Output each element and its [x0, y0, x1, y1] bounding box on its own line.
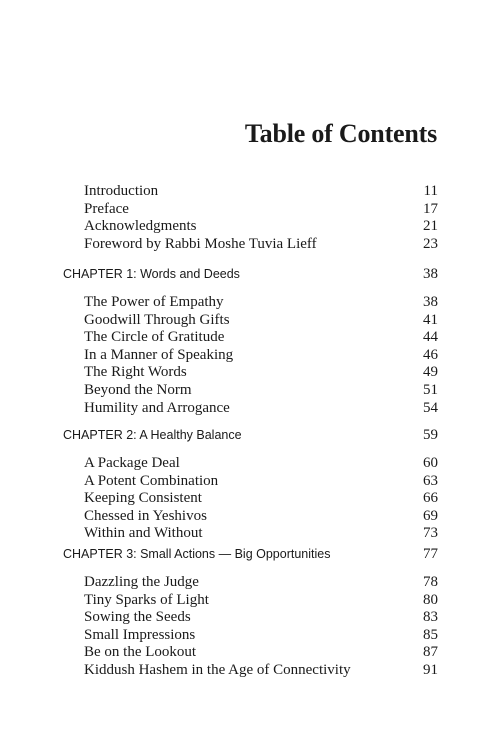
- toc-entry-label: Preface: [84, 200, 129, 217]
- toc-entry: [0, 294, 500, 312]
- toc-entry-page: 69: [423, 507, 438, 524]
- toc-entry: [0, 329, 500, 347]
- toc-entry: [0, 490, 500, 508]
- toc-entry-page: 54: [423, 399, 438, 416]
- toc-entry: [0, 525, 500, 543]
- toc-entry-label: The Circle of Gratitude: [84, 329, 225, 346]
- toc-entry-label: The Right Words: [84, 364, 187, 381]
- toc-entry-page: 11: [423, 183, 438, 199]
- chapter-items: [0, 574, 500, 680]
- page-title: Table of Contents: [244, 119, 437, 148]
- toc-entry-label: Keeping Consistent: [84, 490, 202, 507]
- chapter-section: [0, 264, 500, 417]
- toc-entry-label: Tiny Sparks of Light: [84, 591, 209, 608]
- toc-entry-page: 44: [423, 329, 438, 346]
- toc-entry: [0, 609, 500, 627]
- toc-entry-label: Introduction: [84, 183, 159, 199]
- toc-entry: [0, 236, 500, 254]
- toc-entry: [0, 364, 500, 382]
- toc-entry-page: 21: [423, 218, 438, 235]
- toc-entry-page: 73: [423, 525, 438, 542]
- toc-entry-label: In a Manner of Speaking: [84, 346, 234, 363]
- toc-entry: [0, 183, 500, 201]
- toc-entry-page: 41: [423, 311, 438, 328]
- toc-entry-page: 23: [423, 235, 438, 252]
- toc-entry-label: Within and Without: [84, 525, 203, 542]
- toc-entry-page: 60: [423, 455, 438, 471]
- toc-entry-page: 78: [423, 574, 438, 590]
- toc-entry-page: 85: [423, 626, 438, 643]
- chapter-section: [0, 544, 500, 680]
- toc-entry-page: 38: [423, 294, 438, 310]
- chapter-title: CHAPTER 3: Small Actions — Big Opportunities: [63, 547, 331, 561]
- chapter-heading: [0, 425, 500, 445]
- toc-entry-label: Dazzling the Judge: [84, 574, 199, 590]
- toc-entry-label: A Package Deal: [84, 455, 180, 471]
- toc-entry: [0, 382, 500, 400]
- toc-entry-label: Foreword by Rabbi Moshe Tuvia Lieff: [84, 235, 317, 252]
- toc-entry-page: 63: [423, 472, 438, 489]
- chapter-page: 38: [423, 266, 438, 282]
- front-matter-list: [0, 183, 500, 253]
- chapter-section: [0, 425, 500, 543]
- toc-entry-page: 87: [423, 644, 438, 661]
- toc-entry-page: 49: [423, 364, 438, 381]
- toc-entry-label: The Power of Empathy: [84, 294, 224, 310]
- toc-entry-label: Beyond the Norm: [84, 381, 192, 398]
- toc-entry: [0, 455, 500, 473]
- toc-entry: [0, 574, 500, 592]
- chapter-items: [0, 455, 500, 543]
- toc-entry-page: 46: [423, 346, 438, 363]
- toc-entry: [0, 201, 500, 219]
- chapter-page: 59: [423, 427, 438, 443]
- toc-entry-page: 83: [423, 609, 438, 626]
- toc-entry-label: Small Impressions: [84, 626, 196, 643]
- chapter-title: CHAPTER 2: A Healthy Balance: [63, 428, 242, 442]
- toc-entry-label: Acknowledgments: [84, 218, 197, 235]
- toc-entry: [0, 473, 500, 491]
- toc-entry: [0, 592, 500, 610]
- toc-entry-label: Goodwill Through Gifts: [84, 311, 230, 328]
- toc-entry-label: Sowing the Seeds: [84, 609, 191, 626]
- chapter-heading: [0, 544, 500, 564]
- chapter-heading: [0, 264, 500, 284]
- toc-entry: [0, 312, 500, 330]
- toc-entry-page: 80: [423, 591, 438, 608]
- toc-entry: [0, 627, 500, 645]
- toc-entry: [0, 347, 500, 365]
- toc-entry-page: 91: [423, 661, 438, 678]
- chapter-page: 77: [423, 546, 438, 562]
- toc-entry: [0, 644, 500, 662]
- toc-entry: [0, 508, 500, 526]
- toc-entry: [0, 662, 500, 680]
- toc-entry-page: 66: [423, 490, 438, 507]
- toc-entry-page: 17: [423, 200, 438, 217]
- toc-entry-label: A Potent Combination: [84, 472, 219, 489]
- toc-entry-page: 51: [423, 381, 438, 398]
- toc-entry-label: Be on the Lookout: [84, 644, 197, 661]
- chapter-items: [0, 294, 500, 417]
- toc-entry: [0, 218, 500, 236]
- toc-entry-label: Humility and Arrogance: [84, 399, 230, 416]
- toc-entry: [0, 400, 500, 418]
- chapter-title: CHAPTER 1: Words and Deeds: [63, 267, 240, 281]
- toc-entry-label: Chessed in Yeshivos: [84, 507, 207, 524]
- toc-entry-label: Kiddush Hashem in the Age of Connectivity: [84, 661, 351, 678]
